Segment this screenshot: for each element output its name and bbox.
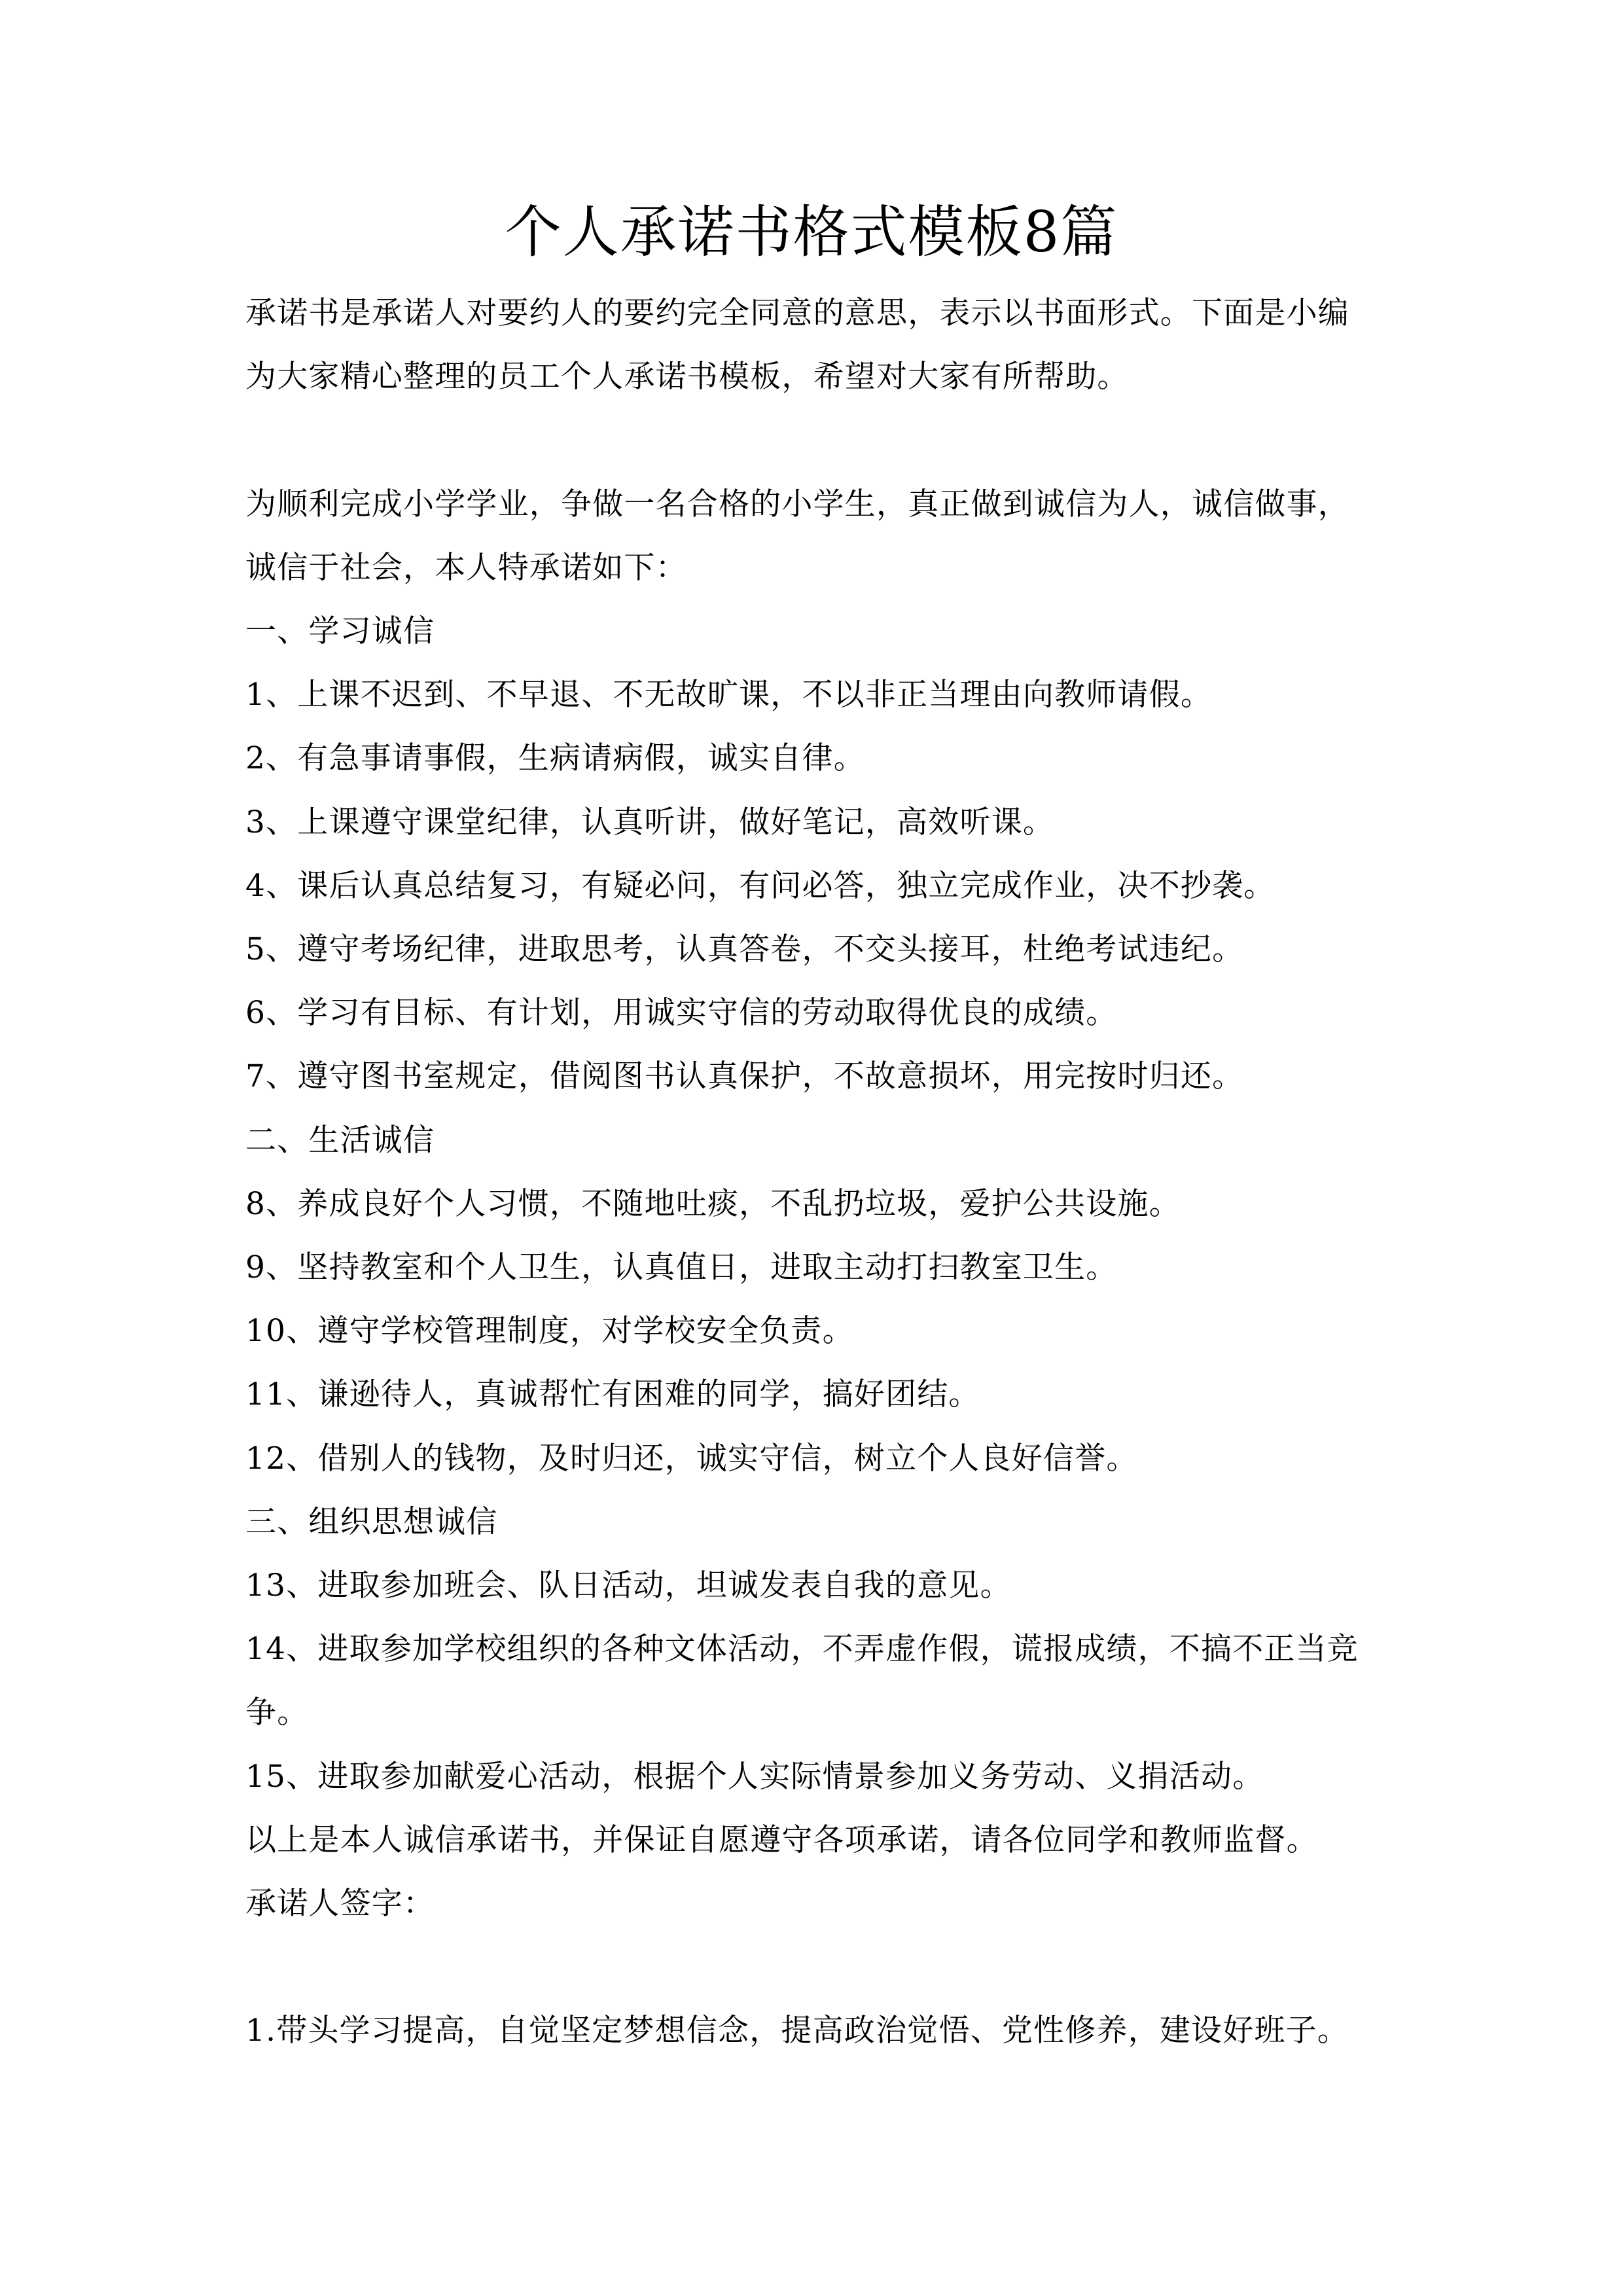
list-item: 9、坚持教室和个人卫生，认真值日，进取主动打扫教室卫生。	[245, 1249, 1118, 1286]
list-item: 11、谦逊待人，真诚帮忙有困难的同学，搞好团结。	[245, 1376, 980, 1413]
closing-statement: 以上是本人诚信承诺书，并保证自愿遵守各项承诺，请各位同学和教师监督。	[245, 1821, 1318, 1858]
list-item: 2、有急事请事假，生病请病假，诚实自律。	[245, 740, 865, 777]
list-item: 15、进取参加献爱心活动，根据个人实际情景参加义务劳动、义捐活动。	[245, 1758, 1264, 1795]
document-title: 个人承诺书格式模板8篇	[505, 200, 1118, 265]
section-heading-life: 二、生活诚信	[245, 1122, 435, 1158]
document-body	[245, 281, 1391, 2063]
section-heading-study: 一、学习诚信	[245, 613, 435, 649]
list-item: 3、上课遵守课堂纪律，认真听讲，做好笔记，高效听课。	[245, 804, 1055, 840]
list-item: 7、遵守图书室规定，借阅图书认真保护，不故意损坏，用完按时归还。	[245, 1058, 1244, 1095]
signature-label: 承诺人签字：	[245, 1886, 435, 1922]
preamble-line: 诚信于社会，本人特承诺如下：	[245, 549, 687, 586]
blank-line	[245, 1935, 1391, 1999]
list-item: 13、进取参加班会、队日活动，坦诚发表自我的意见。	[245, 1568, 1012, 1604]
intro-line: 为大家精心整理的员工个人承诺书模板，希望对大家有所帮助。	[245, 359, 1129, 395]
list-item: 12、借别人的钱物，及时归还，诚实守信，树立个人良好信誉。	[245, 1440, 1138, 1477]
list-item: 6、学习有目标、有计划，用诚实守信的劳动取得优良的成绩。	[245, 995, 1118, 1031]
section-heading-thought: 三、组织思想诚信	[245, 1503, 498, 1540]
list-item: 5、遵守考场纪律，进取思考，认真答卷，不交头接耳，杜绝考试违纪。	[245, 931, 1244, 968]
list-item: 1.带头学习提高，自觉坚定梦想信念，提高政治觉悟、党性修养，建设好班子。	[245, 2013, 1349, 2049]
list-item: 14、进取参加学校组织的各种文体活动，不弄虚作假，谎报成绩，不搞不正当竞	[245, 1631, 1359, 1668]
blank-line	[245, 408, 1391, 472]
intro-line: 承诺书是承诺人对要约人的要约完全同意的意思，表示以书面形式。下面是小编	[245, 295, 1349, 331]
list-item: 1、上课不迟到、不早退、不无故旷课，不以非正当理由向教师请假。	[245, 677, 1213, 713]
list-item: 10、遵守学校管理制度，对学校安全负责。	[245, 1313, 854, 1350]
preamble-line: 为顺利完成小学学业，争做一名合格的小学生，真正做到诚信为人，诚信做事，	[245, 486, 1349, 522]
list-item: 8、养成良好个人习惯，不随地吐痰，不乱扔垃圾，爱护公共设施。	[245, 1185, 1181, 1222]
list-item: 争。	[245, 1695, 309, 1731]
list-item: 4、课后认真总结复习，有疑必问，有问必答，独立完成作业，决不抄袭。	[245, 867, 1275, 904]
